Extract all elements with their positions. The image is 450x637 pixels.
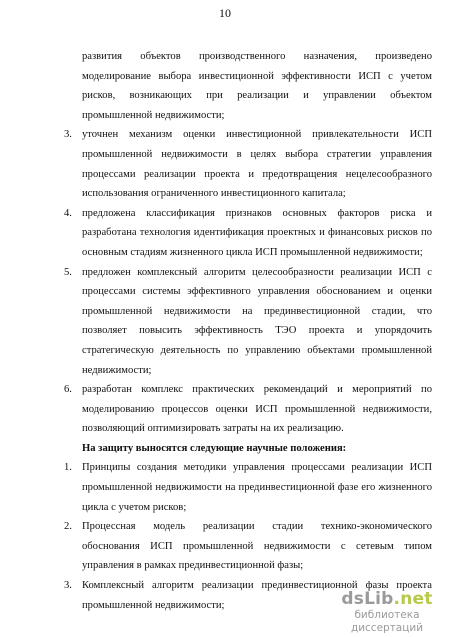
result-item-6 <box>64 380 432 439</box>
result-item-4 <box>64 204 432 263</box>
item-number: 1. <box>64 462 72 474</box>
item-number: 5. <box>64 266 72 278</box>
item-text: разработан комплекс практических рекомендаций и мероприятий по моделированию процессов оценки ИСП промышленной недвижимости, позволяющий оптимизировать затраты на их реализацию. <box>82 384 432 435</box>
item-text: Принципы создания методики управления процессами реализации ИСП промышленной недвижимости на прединвестиционной фазе его жизненного цикла с учетом рисков; <box>82 462 432 513</box>
body-text <box>64 47 432 615</box>
item-text: предложена классификация признаков основных факторов риска и разработана технология идентификация проектных и финансовых рисков по основным стадиям жизненного цикла ИСП промышленной недвижимости; <box>82 207 432 258</box>
item-number: 4. <box>64 207 72 219</box>
item-number: 3. <box>64 129 72 141</box>
dslib-logo[interactable] <box>332 589 442 609</box>
watermark[interactable] <box>332 589 442 635</box>
result-item-3 <box>64 125 432 203</box>
result-item-5 <box>64 263 432 381</box>
item-number: 3. <box>64 580 72 592</box>
logo-main: dsLib <box>341 589 394 609</box>
logo-accent: .net <box>393 589 433 609</box>
item-number: 2. <box>64 521 72 533</box>
item-text: уточнен механизм оценки инвестиционной привлекательности ИСП промышленной недвижимости в целях выбора стратегии управления процессами реализации проекта и предотвращения нецелесообразного использования ограниченного инвестиционного капитала; <box>82 129 432 200</box>
item-text: Комплексный алгоритм реализации прединвестиционной фазы проекта промышленной недвижимости; <box>82 580 432 611</box>
watermark-tagline: библиотека диссертаций <box>350 609 424 634</box>
defense-item-2 <box>64 517 432 576</box>
intro-paragraph: развития объектов производственного назначения, произведено моделирование выбора инвестиционной эффективности ИСП с учетом рисков, возникающих при реализации и управлении объектом промышленной недвижимости; <box>82 51 432 121</box>
page-number: 10 <box>219 6 231 20</box>
defense-heading: На защиту выносятся следующие научные положения: <box>82 442 347 454</box>
item-text: Процессная модель реализации стадии технико-экономического обоснования ИСП промышленной недвижимости с сетевым типом управления в рамках прединвестиционной фазы; <box>82 521 432 572</box>
item-text: предложен комплексный алгоритм целесообразности реализации ИСП с процессами системы эффективного управления обоснованием и оценки промышленной недвижимости на прединвестиционной стадии, что позволяет повысить эффективность ТЭО проекта и упорядочить стратегическую деятельность по управлению объектами промышленной недвижимости; <box>82 266 432 376</box>
item-number: 6. <box>64 384 72 396</box>
defense-item-1 <box>64 458 432 517</box>
